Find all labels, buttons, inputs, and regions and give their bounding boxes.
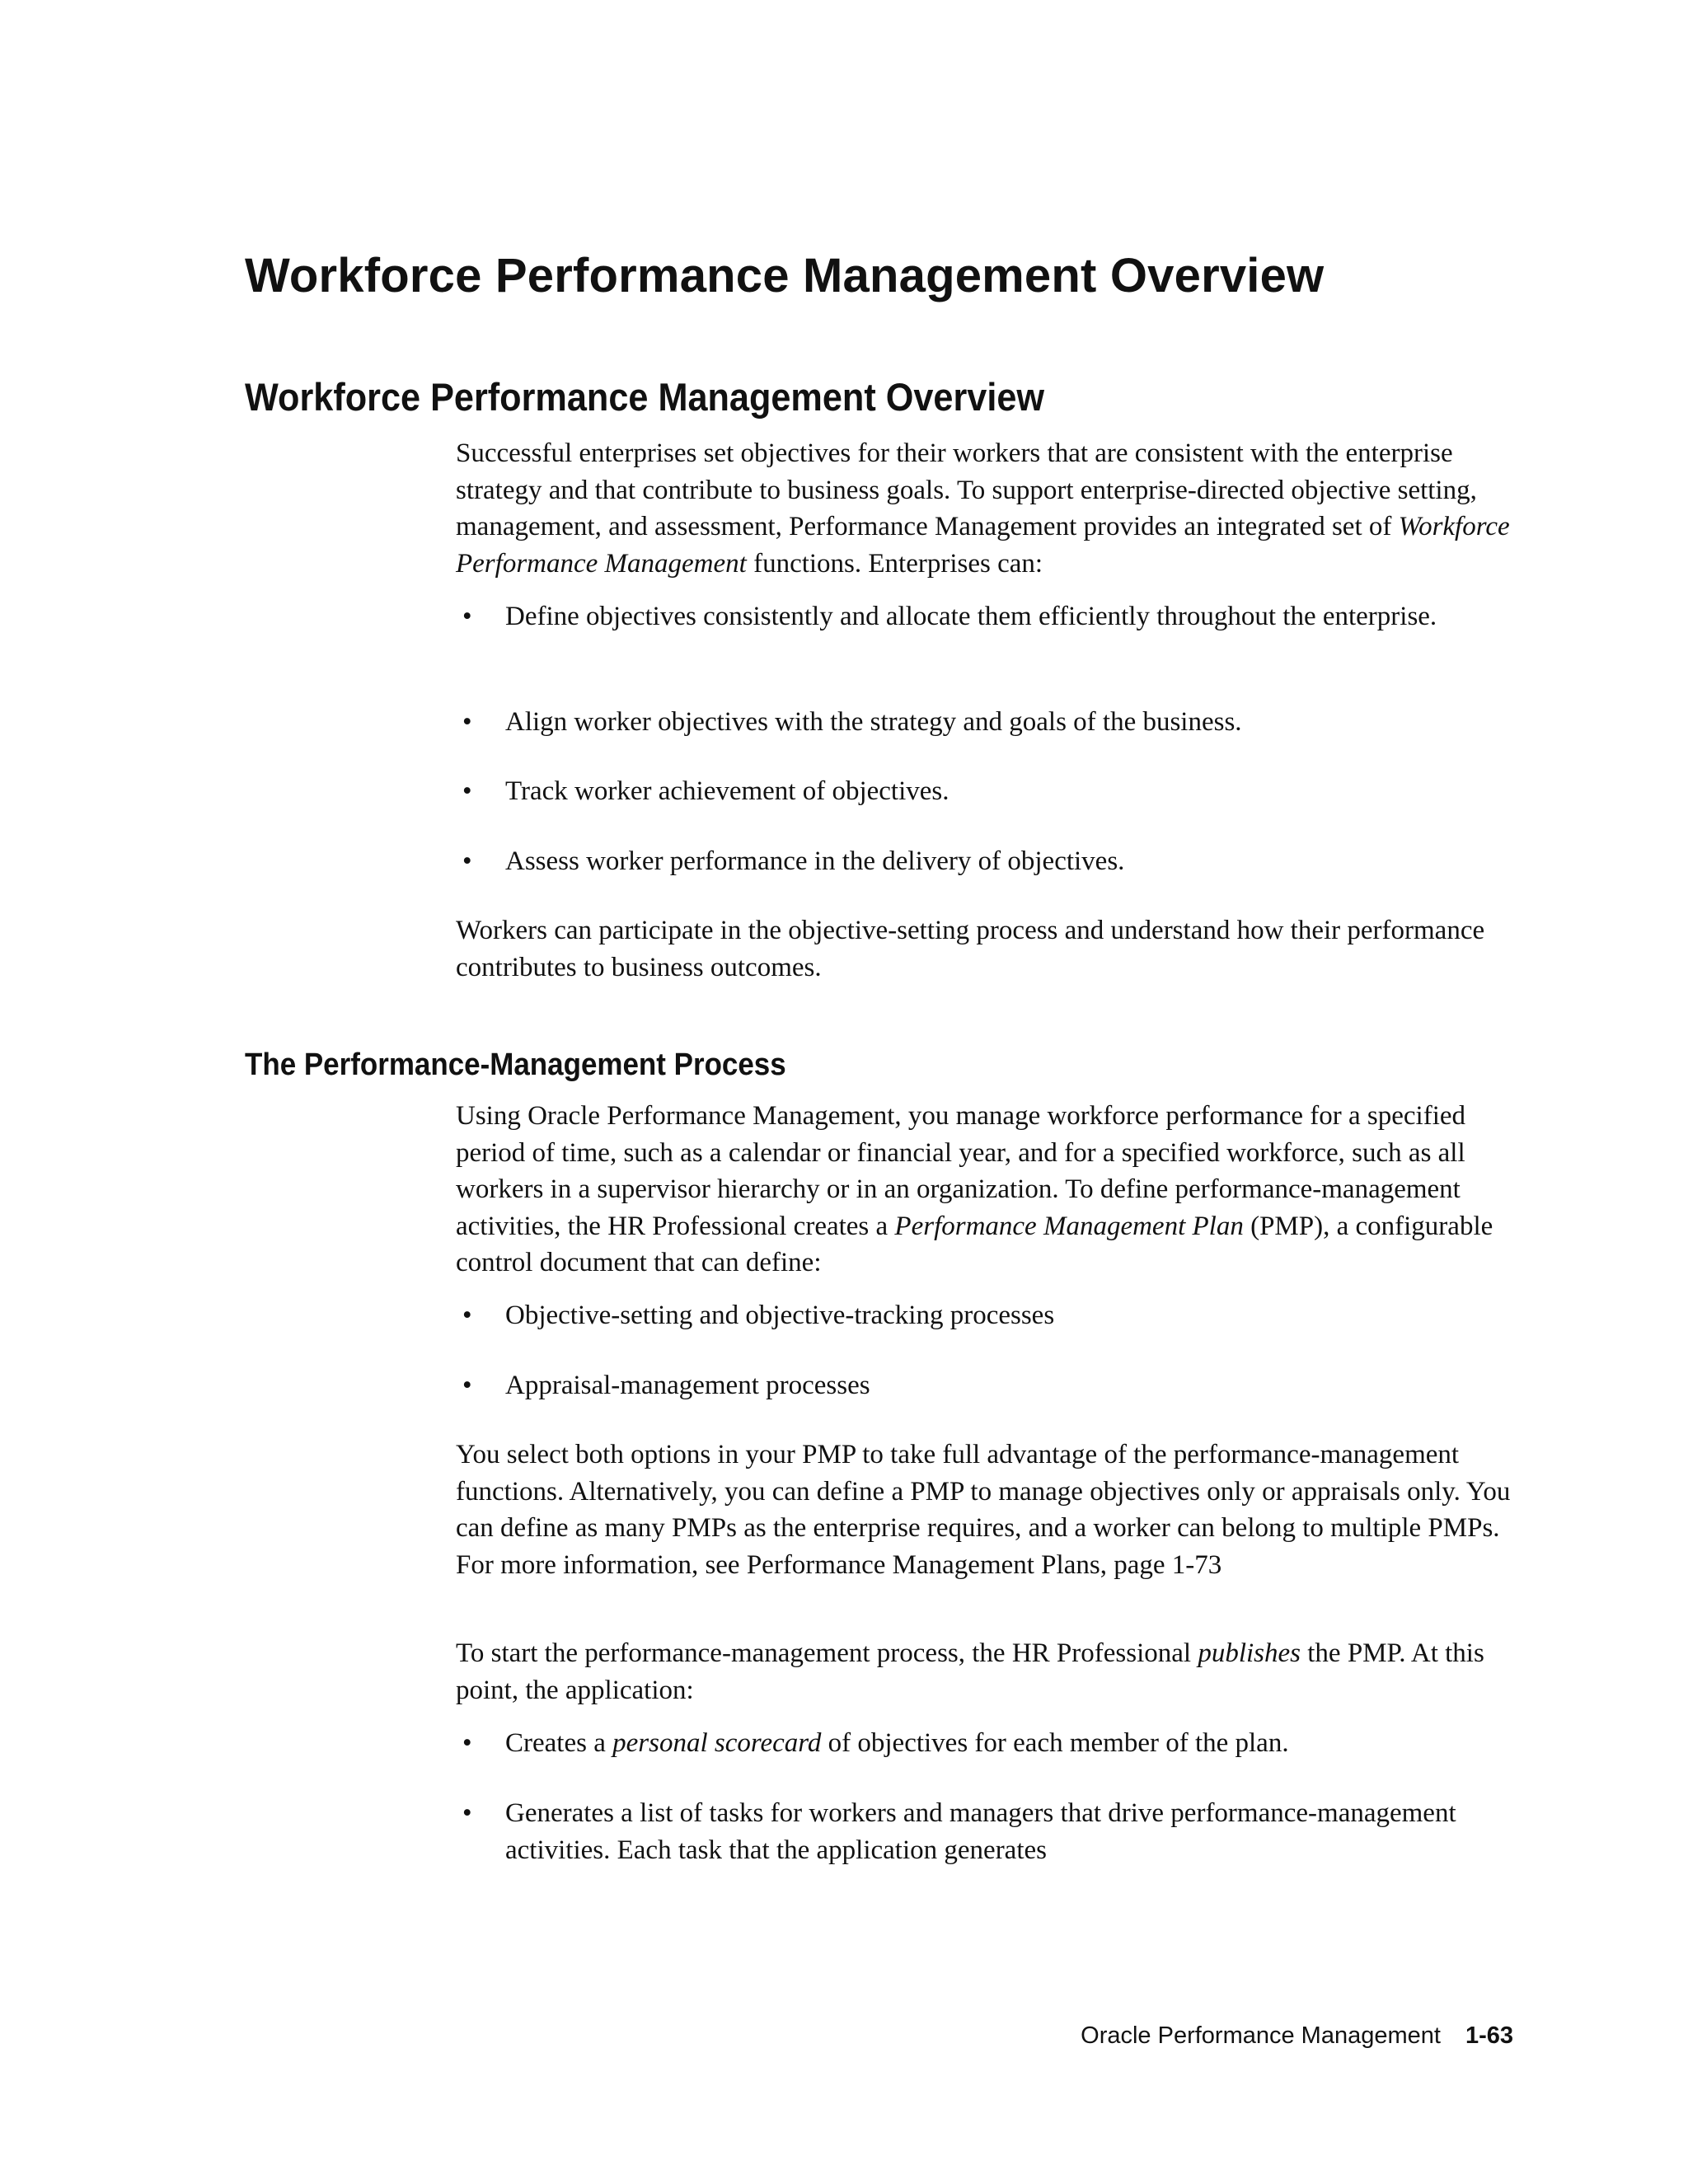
- list-item: • Generates a list of tasks for workers and managers that drive performance-management activities. Each task that the application generates: [462, 1798, 1456, 1865]
- list-item: • Define objectives consistently and allocate them efficiently throughout the enterprise.: [462, 602, 1437, 631]
- pmp-paragraph: You select both options in your PMP to take full advantage of the performance-management functions. Alternatively, you can define a PMP to manage objectives only or appraisals only. You can define as many PMPs as the enterprise requires, and a worker can belong to multiple PMPs. For more information, see Performance Management Plans, page 1-73: [456, 1440, 1511, 1580]
- intro-paragraph: Successful enterprises set objectives for their workers that are consistent with the enterprise strategy and that contribute to business goals. To support enterprise-directed objective setting, management, and assessment, Performance Management provides an integrated set of Workforce Performance Management functions. Enterprises can:: [456, 438, 1510, 579]
- closing-paragraph: Workers can participate in the objective-setting process and understand how their performance contributes to business outcomes.: [456, 916, 1485, 982]
- process-bullet-1: [456, 1297, 1527, 1334]
- publish-paragraph: To start the performance-management process, the HR Professional publishes the PMP. At this point, the application:: [456, 1638, 1484, 1705]
- bullet-3: [456, 773, 1527, 810]
- bullet-4: [456, 843, 1527, 880]
- publish-bullet-2: [456, 1795, 1527, 1868]
- list-item: • Align worker objectives with the strategy and goals of the business.: [462, 707, 1242, 737]
- footer-title: Oracle Performance Management: [1081, 2022, 1441, 2049]
- list-item: • Creates a personal scorecard of objectives for each member of the plan.: [462, 1728, 1289, 1758]
- list-item: • Objective-setting and objective-tracking processes: [462, 1301, 1055, 1330]
- process-intro-paragraph: Using Oracle Performance Management, you manage workforce performance for a specified period of time, such as a calendar or financial year, and for a specified workforce, such as all workers in a supervisor hierarchy or in an organization. To define performance-management activities, the HR Professional creates a Performance Management Plan (PMP), a configurable control document that can define:: [456, 1101, 1493, 1277]
- chapter-title: Workforce Performance Management Overview: [245, 249, 1325, 302]
- bullet-1: [456, 598, 1527, 635]
- publish-bullet-1: [456, 1725, 1527, 1762]
- bullet-2: [456, 704, 1527, 741]
- page-number: 1-63: [1465, 2022, 1513, 2049]
- section-heading-overview: Workforce Performance Management Overview: [245, 375, 1045, 419]
- list-item: • Assess worker performance in the delivery of objectives.: [462, 846, 1125, 876]
- section-heading-process: The Performance-Management Process: [245, 1047, 786, 1082]
- page-footer: [1081, 2021, 1513, 2050]
- list-item: • Appraisal-management processes: [462, 1371, 870, 1400]
- section-body-overview: [456, 435, 1527, 582]
- process-bullet-2: [456, 1367, 1527, 1404]
- list-item: • Track worker achievement of objectives.: [462, 776, 950, 806]
